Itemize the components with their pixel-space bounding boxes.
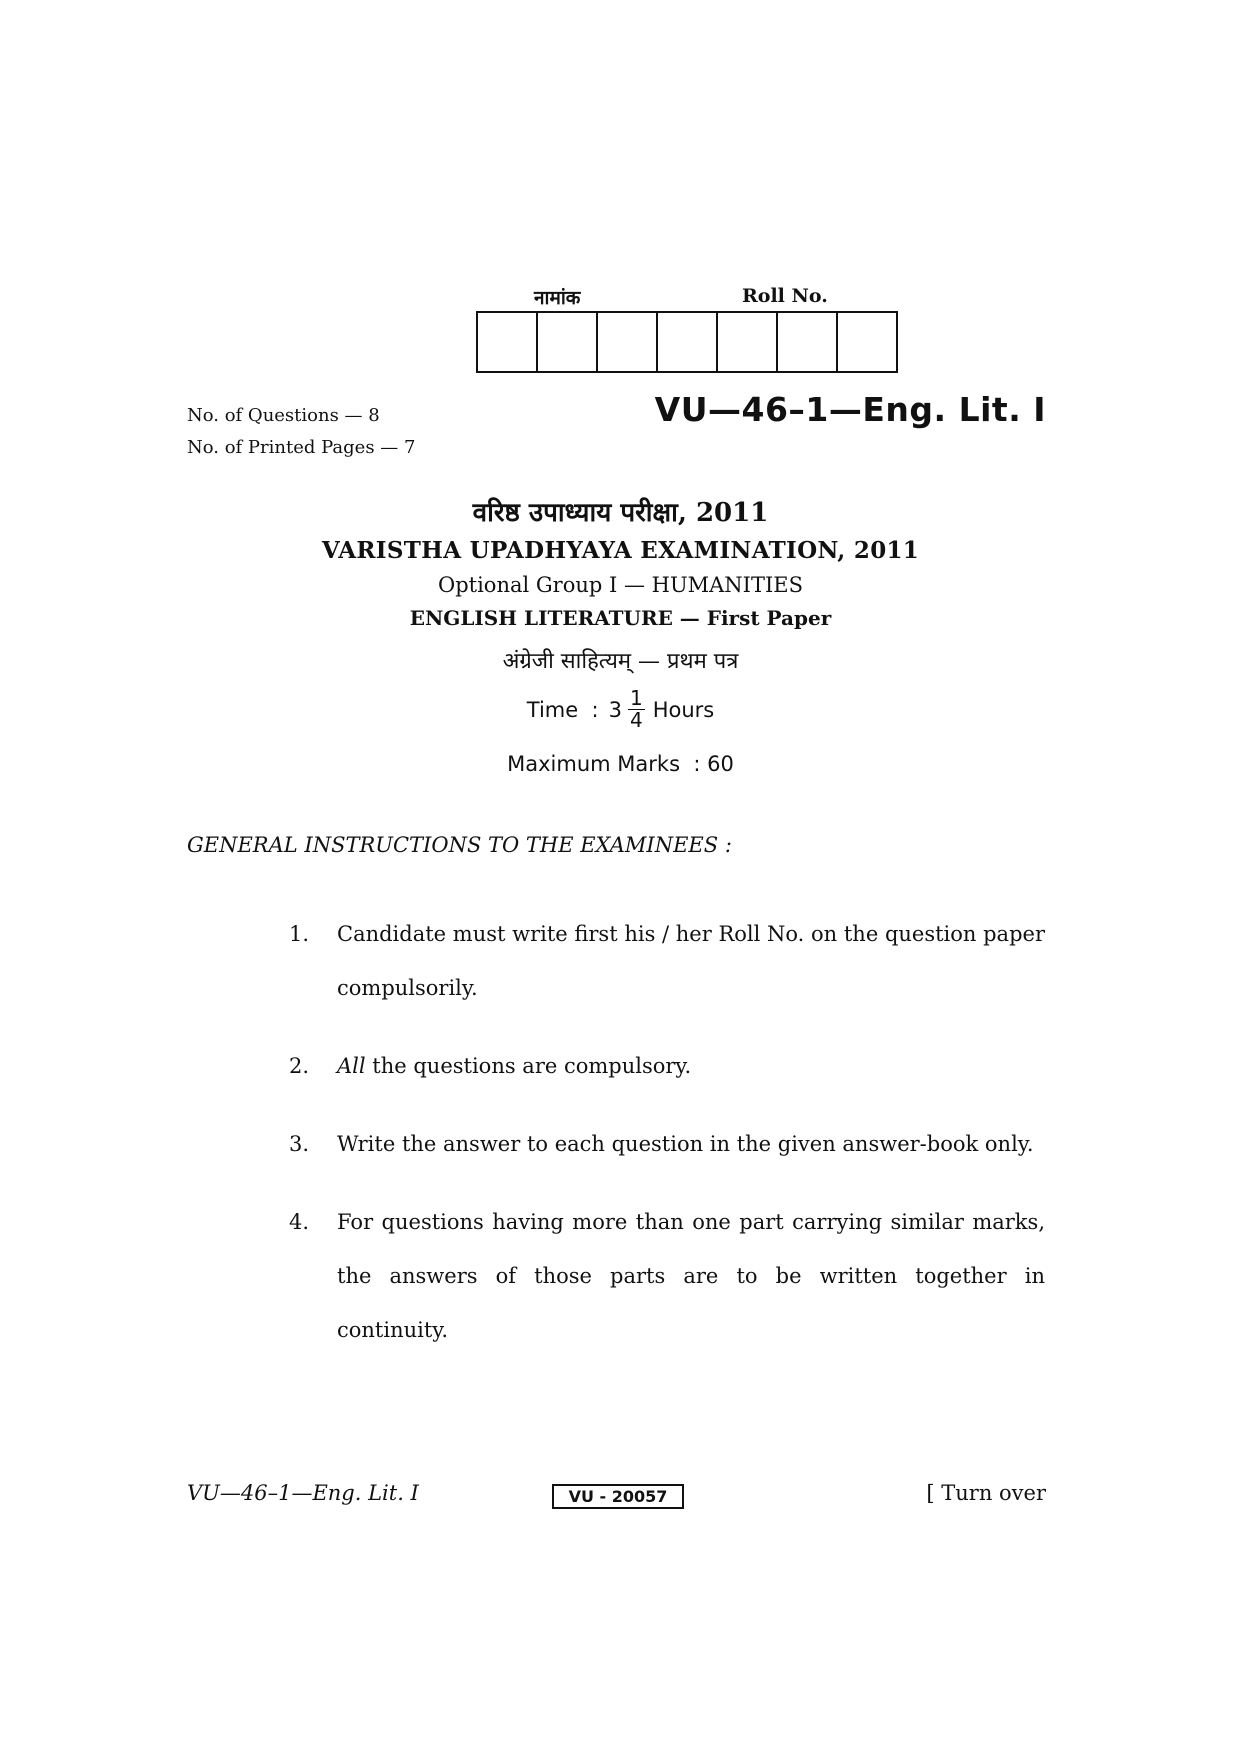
instruction-number: 3.: [289, 1132, 310, 1156]
instructions-heading: GENERAL INSTRUCTIONS TO THE EXAMINEES :: [187, 833, 732, 857]
roll-number-box[interactable]: [478, 313, 538, 371]
maximum-marks: Maximum Marks : 60: [507, 752, 734, 776]
instruction-item: [289, 1039, 1045, 1093]
exam-title: VARISTHA UPADHYAYA EXAMINATION, 2011: [321, 537, 920, 564]
instruction-number: 1.: [289, 922, 310, 946]
instruction-text: Candidate must write first his / her Roll No. on the question paper compulsorily.: [337, 922, 1045, 1000]
roll-number-boxes: [476, 311, 898, 373]
instructions-list: [289, 907, 1045, 1381]
instruction-text-rest: the questions are compulsory.: [365, 1054, 692, 1078]
instruction-text: For questions having more than one part carrying similar marks, the answers of those parts are to be written together in continuity.: [337, 1210, 1045, 1342]
time-label: Time :: [526, 697, 599, 722]
paper-code: VU—46–1—Eng. Lit. I: [654, 390, 1046, 429]
time-fraction-numerator: 1: [629, 686, 643, 710]
time-fraction-denominator: 4: [629, 708, 643, 732]
exam-title-hindi: वरिष्ठ उपाध्याय परीक्षा, 2011: [472, 498, 769, 528]
subject-title: ENGLISH LITERATURE — First Paper: [409, 606, 832, 630]
time-fraction: [628, 688, 645, 731]
roll-number-label: Roll No.: [742, 285, 828, 307]
roll-number-box[interactable]: [658, 313, 718, 371]
instruction-item: [289, 907, 1045, 1015]
instruction-number: 2.: [289, 1054, 310, 1078]
roll-number-box[interactable]: [838, 313, 896, 371]
time-allowed: [0, 688, 1241, 731]
instruction-emphasis: All: [337, 1054, 366, 1078]
subject-title-hindi: अंग्रेजी साहित्यम् — प्रथम पत्र: [502, 649, 739, 674]
instruction-text: [337, 1039, 1045, 1093]
time-whole: 3: [608, 697, 622, 722]
footer-serial-box: VU - 20057: [552, 1484, 684, 1509]
instruction-text: Write the answer to each question in the given answer-book only.: [337, 1132, 1034, 1156]
instruction-item: [289, 1195, 1045, 1357]
roll-number-box[interactable]: [538, 313, 598, 371]
question-count: No. of Questions — 8: [187, 405, 380, 426]
printed-page-count: No. of Printed Pages — 7: [187, 437, 416, 458]
roll-number-label-hindi: नामांक: [534, 287, 581, 309]
time-unit: Hours: [652, 697, 715, 722]
roll-number-box[interactable]: [718, 313, 778, 371]
roll-number-box[interactable]: [778, 313, 838, 371]
optional-group: Optional Group I — HUMANITIES: [437, 573, 803, 597]
roll-number-box[interactable]: [598, 313, 658, 371]
instruction-number: 4.: [289, 1210, 310, 1234]
footer-paper-code: VU—46–1—Eng. Lit. I: [187, 1481, 419, 1505]
instruction-item: [289, 1117, 1045, 1171]
turn-over-note: [ Turn over: [926, 1481, 1046, 1505]
